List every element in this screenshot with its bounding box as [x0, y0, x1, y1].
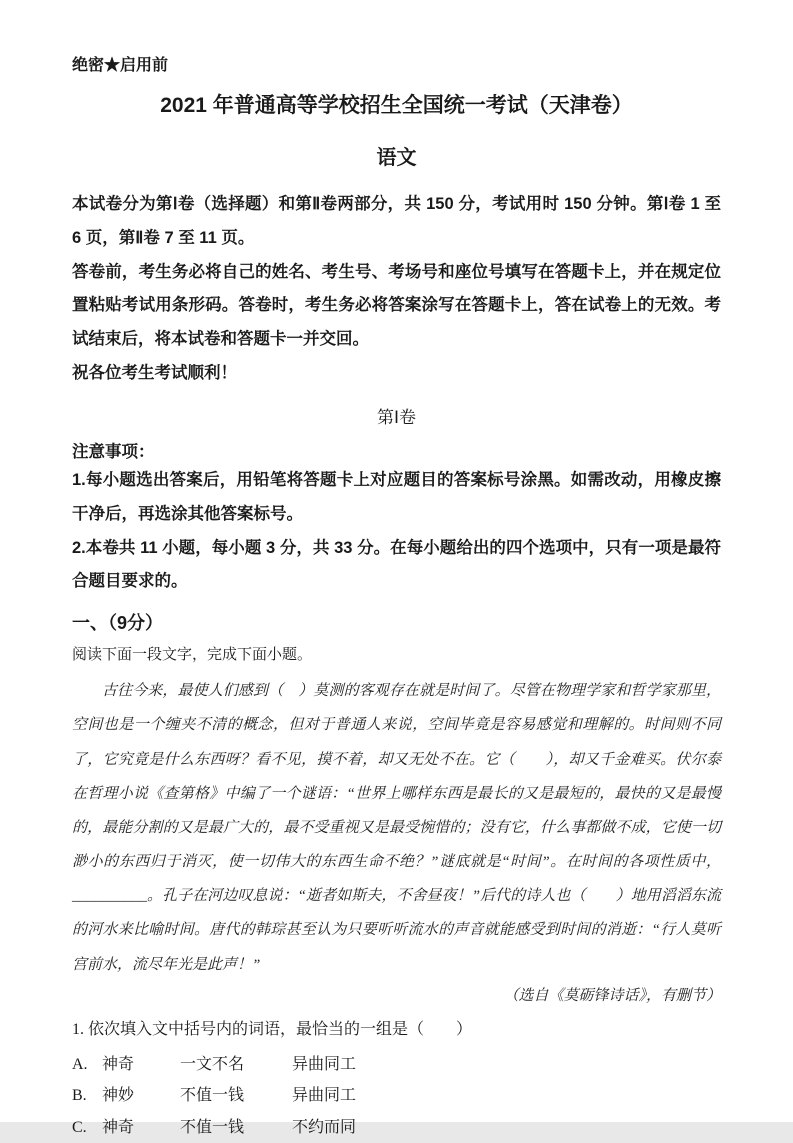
option-b-label: B.	[72, 1087, 87, 1105]
question-1-stem: 1. 依次填入文中括号内的词语，最恰当的一组是（ ）	[72, 1020, 473, 1038]
notice-item-2: 2.本卷共 11 小题，每小题 3 分，共 33 分。在每小题给出的四个选项中，只有一项是最符合题目要求的。	[72, 538, 721, 591]
good-luck-line: 祝各位考生考试顺利！	[72, 364, 237, 383]
subject-title: 语文	[376, 147, 417, 169]
paper-structure-paragraph: 本试卷分为第Ⅰ卷（选择题）和第Ⅱ卷两部分，共 150 分，考试用时 150 分钟。第Ⅰ卷 1 至 6 页，第Ⅱ卷 7 至 11 页。	[72, 195, 721, 247]
option-c-word-3: 不约而同	[292, 1118, 357, 1136]
option-b-word-3: 异曲同工	[292, 1087, 357, 1105]
option-a-word-3: 异曲同工	[292, 1056, 357, 1074]
section-one-heading: 一、（9分）	[72, 613, 164, 634]
option-b-word-1: 神妙	[102, 1087, 135, 1105]
notice-heading: 注意事项：	[72, 442, 155, 461]
exam-title: 2021 年普通高等学校招生全国统一考试（天津卷）	[160, 94, 633, 117]
notice-item-1: 1.每小题选出答案后，用铅笔将答题卡上对应题目的答案标号涂黑。如需改动，用橡皮擦干净后，再选涂其他答案标号。	[72, 470, 721, 523]
option-b-word-2: 不值一钱	[180, 1087, 245, 1105]
reading-instruction: 阅读下面一段文字，完成下面小题。	[72, 647, 313, 664]
question-1-option-b	[72, 1080, 721, 1111]
option-c-word-2: 不值一钱	[180, 1118, 245, 1136]
option-a-label: A.	[72, 1056, 88, 1074]
passage-source-attribution: （选自《莫砺锋诗话》，有删节）	[503, 987, 721, 1004]
option-a-word-2: 一文不名	[180, 1056, 245, 1074]
question-1-option-c	[72, 1112, 721, 1143]
question-1-option-a	[72, 1049, 721, 1080]
reading-passage: 古往今来，最使人们感到（ ）莫测的客观存在就是时间了。尽管在物理学家和哲学家那里，空间也是一个缠夹不清的概念，但对于普通人来说，空间毕竟是容易感觉和理解的。时间则不同了，它究竟是什么东西呀？看不见，摸不着，却又无处不在。它（ ），却又千金难买。伏尔泰在哲理小说《查第格》中编了一个谜语：“世界上哪样东西是最长的又是最短的，最快的又是最慢的，最能分割的又是最广大的，最不受重视又是最受惋惜的；没有它，什么事都做不成，它使一切渺小的东西归于消灭，使一切伟大的东西生命不绝？”谜底就是“时间”。在时间的各项性质中，__________。孔子在河边叹息说：“逝者如斯夫，不舍昼夜！”后代的诗人也（ ）地用滔滔东流的河水来比喻时间。唐代的韩琮甚至认为只要听听流水的声音就能感受到时间的消逝：“行人莫听宫前水，流尽年光是此声！”	[72, 683, 721, 973]
option-c-label: C.	[72, 1118, 87, 1136]
option-c-word-1: 神奇	[102, 1118, 135, 1136]
option-a-word-1: 神奇	[102, 1056, 135, 1074]
answer-sheet-instructions-paragraph: 答卷前，考生务必将自己的姓名、考生号、考场号和座位号填写在答题卡上，并在规定位置粘贴考试用条形码。答卷时，考生务必将答案涂写在答题卡上，答在试卷上的无效。考试结束后，将本试卷和答题卡一并交回。	[72, 262, 721, 349]
secrecy-label: 绝密★启用前	[72, 57, 169, 74]
volume-one-heading: 第Ⅰ卷	[376, 407, 416, 427]
